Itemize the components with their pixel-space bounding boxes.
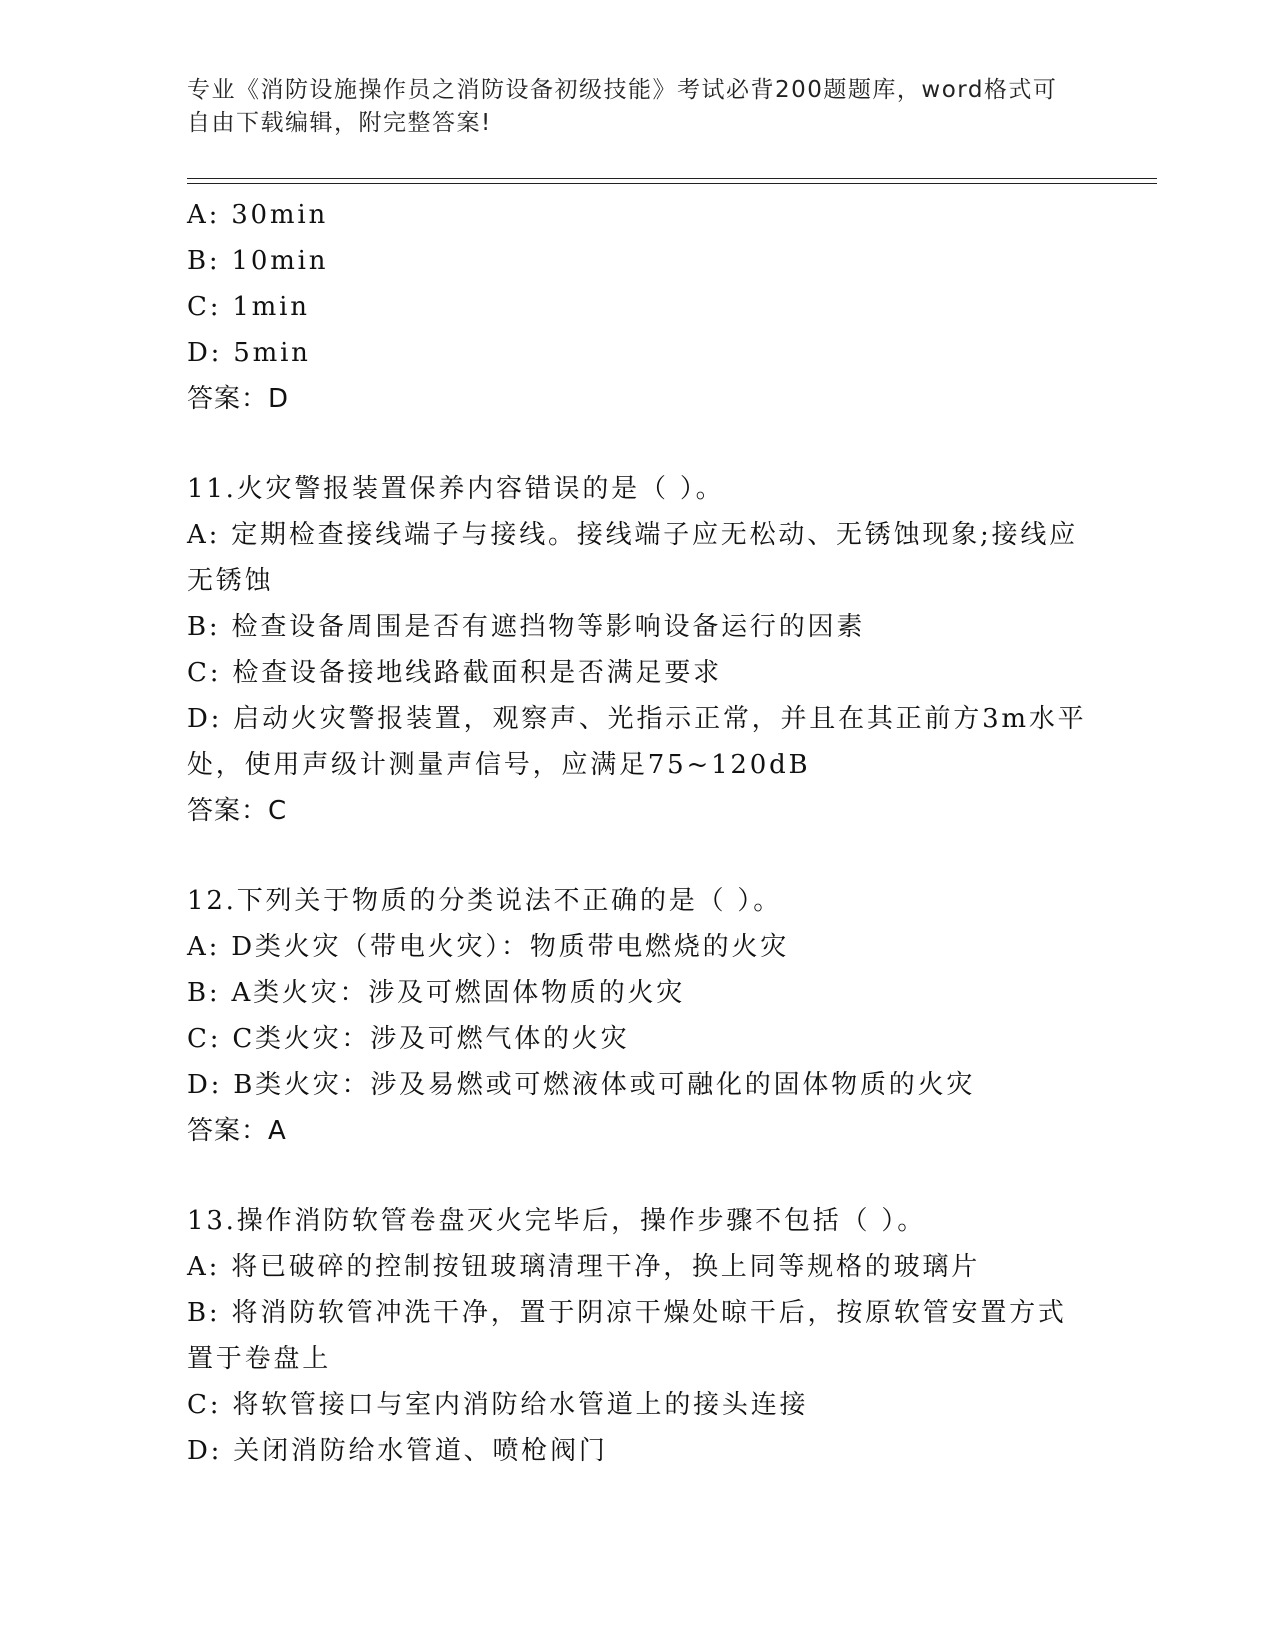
option-c: C: 1min <box>187 292 310 322</box>
question-text: 11.火灾警报装置保养内容错误的是（ ）。 <box>187 474 725 504</box>
answer-line: 答案：C <box>187 796 288 826</box>
question-10-block <box>187 192 1087 422</box>
option-d: D: B类火灾：涉及易燃或可燃液体或可融化的固体物质的火灾 <box>187 1070 976 1100</box>
answer-line: 答案：D <box>187 384 290 414</box>
option-d: D: 5min <box>187 338 311 368</box>
option-c: C: 检查设备接地线路截面积是否满足要求 <box>187 658 722 688</box>
question-12-block <box>187 878 1087 1154</box>
document-header-title: 专业《消防设施操作员之消防设备初级技能》考试必背200题题库，word格式可自由下载编辑，附完整答案! <box>187 77 1058 136</box>
question-13-block <box>187 1198 1087 1474</box>
header-rule-top <box>187 178 1157 179</box>
option-c: C: C类火灾：涉及可燃气体的火灾 <box>187 1024 630 1054</box>
question-list <box>187 192 1087 1474</box>
option-b: B: 将消防软管冲洗干净，置于阴凉干燥处晾干后，按原软管安置方式置于卷盘上 <box>187 1298 1067 1374</box>
question-spacer <box>187 422 1087 466</box>
option-a: A: D类火灾（带电火灾）：物质带电燃烧的火灾 <box>187 932 790 962</box>
question-spacer <box>187 834 1087 878</box>
option-c: C: 将软管接口与室内消防给水管道上的接头连接 <box>187 1390 809 1420</box>
option-a: A: 30min <box>187 200 328 230</box>
question-text: 13.操作消防软管卷盘灭火完毕后，操作步骤不包括（ ）。 <box>187 1206 927 1236</box>
option-b: B: A类火灾：涉及可燃固体物质的火灾 <box>187 978 686 1008</box>
option-d: D: 启动火灾警报装置，观察声、光指示正常，并且在其正前方3m水平处，使用声级计测量声信号，应满足75~120dB <box>187 704 1087 780</box>
answer-line: 答案：A <box>187 1116 287 1146</box>
option-b: B: 10min <box>187 246 329 276</box>
question-11-block <box>187 466 1087 834</box>
option-d: D: 关闭消防给水管道、喷枪阀门 <box>187 1436 608 1466</box>
option-a: A: 定期检查接线端子与接线。接线端子应无松动、无锈蚀现象;接线应无锈蚀 <box>187 520 1078 596</box>
header-rule-bottom <box>187 183 1157 184</box>
option-b: B: 检查设备周围是否有遮挡物等影响设备运行的因素 <box>187 612 866 642</box>
question-text: 12.下列关于物质的分类说法不正确的是（ ）。 <box>187 886 783 916</box>
question-spacer <box>187 1154 1087 1198</box>
option-a: A: 将已破碎的控制按钮玻璃清理干净，换上同等规格的玻璃片 <box>187 1252 981 1282</box>
